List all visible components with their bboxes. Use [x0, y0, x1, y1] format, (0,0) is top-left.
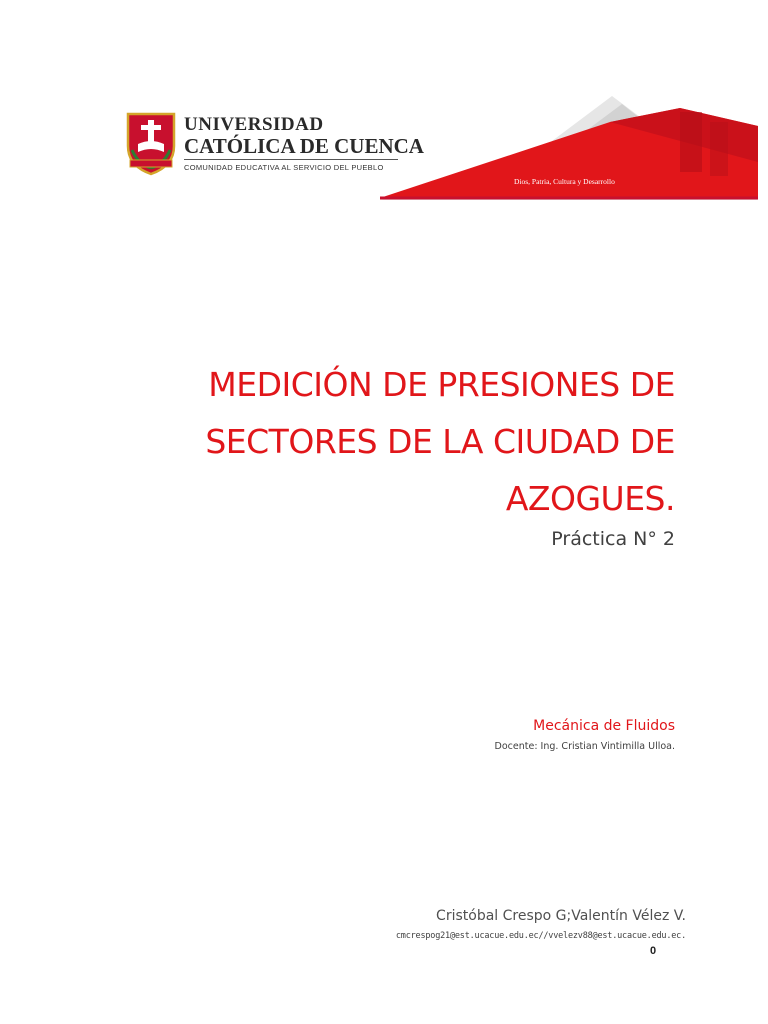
title-line-3: AZOGUES. [505, 479, 675, 518]
page-number: 0 [650, 945, 657, 957]
author-emails: cmcrespog21@est.ucacue.edu.ec//vvelezv88@est.ucacue.edu.ec. [395, 931, 686, 941]
teacher-name: Docente: Ing. Cristian Vintimilla Ulloa. [494, 741, 675, 752]
university-crest-icon [124, 110, 178, 176]
logo-divider [184, 159, 398, 160]
authors-line: Cristóbal Crespo G;Valentín Vélez V. [436, 908, 686, 924]
document-header [0, 0, 768, 210]
document-subtitle: Práctica N° 2 [551, 528, 675, 550]
title-line-1: MEDICIÓN DE PRESIONES DE [208, 365, 675, 404]
course-name: Mecánica de Fluidos [533, 718, 675, 734]
university-name-line2: CATÓLICA DE CUENCA [184, 134, 424, 158]
university-name-line1: UNIVERSIDAD [184, 114, 324, 135]
header-motto: Dios, Patria, Cultura y Desarrollo [514, 177, 615, 186]
title-line-2: SECTORES DE LA CIUDAD DE [205, 422, 675, 461]
university-tagline: COMUNIDAD EDUCATIVA AL SERVICIO DEL PUEBLO [184, 163, 384, 172]
document-title [205, 356, 675, 527]
